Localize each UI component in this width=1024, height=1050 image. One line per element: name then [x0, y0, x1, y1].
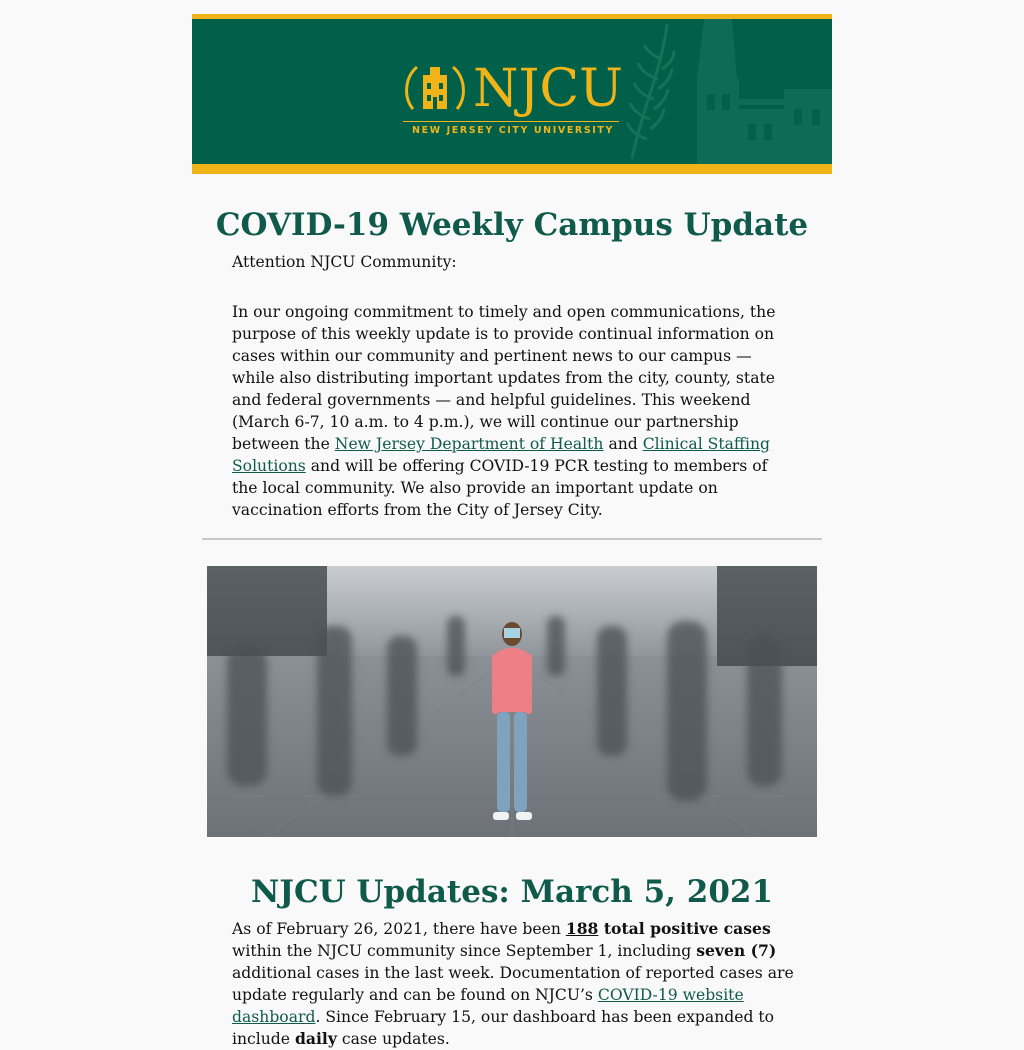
- updates-text-5: case updates.: [341, 1030, 450, 1048]
- updates-text-1: As of February 26, 2021, there have been: [232, 920, 561, 938]
- daily-label: daily: [294, 1029, 337, 1048]
- intro-text-1: In our ongoing commitment to timely and open communications, the purpose of this weekly update is to provide continual information on cases within our community and pertinent news to our campus — while also distributing important updates from the city, county, state and federal governments — and helpful guidelines. This weekend (March 6-7, 10 a.m. to 4 p.m.), we will continue our partnership between the: [232, 303, 776, 453]
- intro-paragraph: [232, 301, 794, 521]
- masked-woman-crowd-photo: [207, 566, 817, 837]
- njcu-logo[interactable]: [403, 57, 623, 137]
- logo-subtitle: NEW JERSEY CITY UNIVERSITY: [412, 125, 614, 136]
- njcu-crest-icon: [403, 61, 467, 121]
- logo-rule: [403, 121, 619, 122]
- section-divider: [202, 538, 822, 540]
- covid-dashboard-link[interactable]: COVID-19 website dashboard: [232, 986, 744, 1026]
- total-cases-label: total positive cases: [603, 919, 771, 938]
- header-banner: [192, 14, 832, 174]
- logo-wordmark: NJCU: [473, 59, 623, 119]
- clinical-staffing-link[interactable]: Clinical Staffing Solutions: [232, 435, 770, 475]
- intro-and: and: [608, 435, 638, 453]
- updates-text-2: within the NJCU community since September 1, including: [232, 942, 692, 960]
- intro-text-2: and will be offering COVID-19 PCR testing to members of the local community. We also provide an important update on vaccination efforts from the City of Jersey City.: [232, 457, 768, 519]
- case-count: 188: [565, 919, 599, 938]
- nj-health-link[interactable]: New Jersey Department of Health: [334, 435, 604, 453]
- updates-title: NJCU Updates: March 5, 2021: [250, 874, 774, 910]
- updates-text-3: additional cases in the last week. Documentation of reported cases are update regularly and can be found on NJCU’s: [232, 964, 794, 1004]
- greeting: Attention NJCU Community:: [232, 253, 457, 271]
- weekly-cases: seven (7): [696, 941, 777, 960]
- updates-paragraph: [232, 918, 794, 1050]
- page-title: COVID-19 Weekly Campus Update: [215, 207, 809, 243]
- updates-text-4: . Since February 15, our dashboard has been expanded to include: [232, 1008, 775, 1048]
